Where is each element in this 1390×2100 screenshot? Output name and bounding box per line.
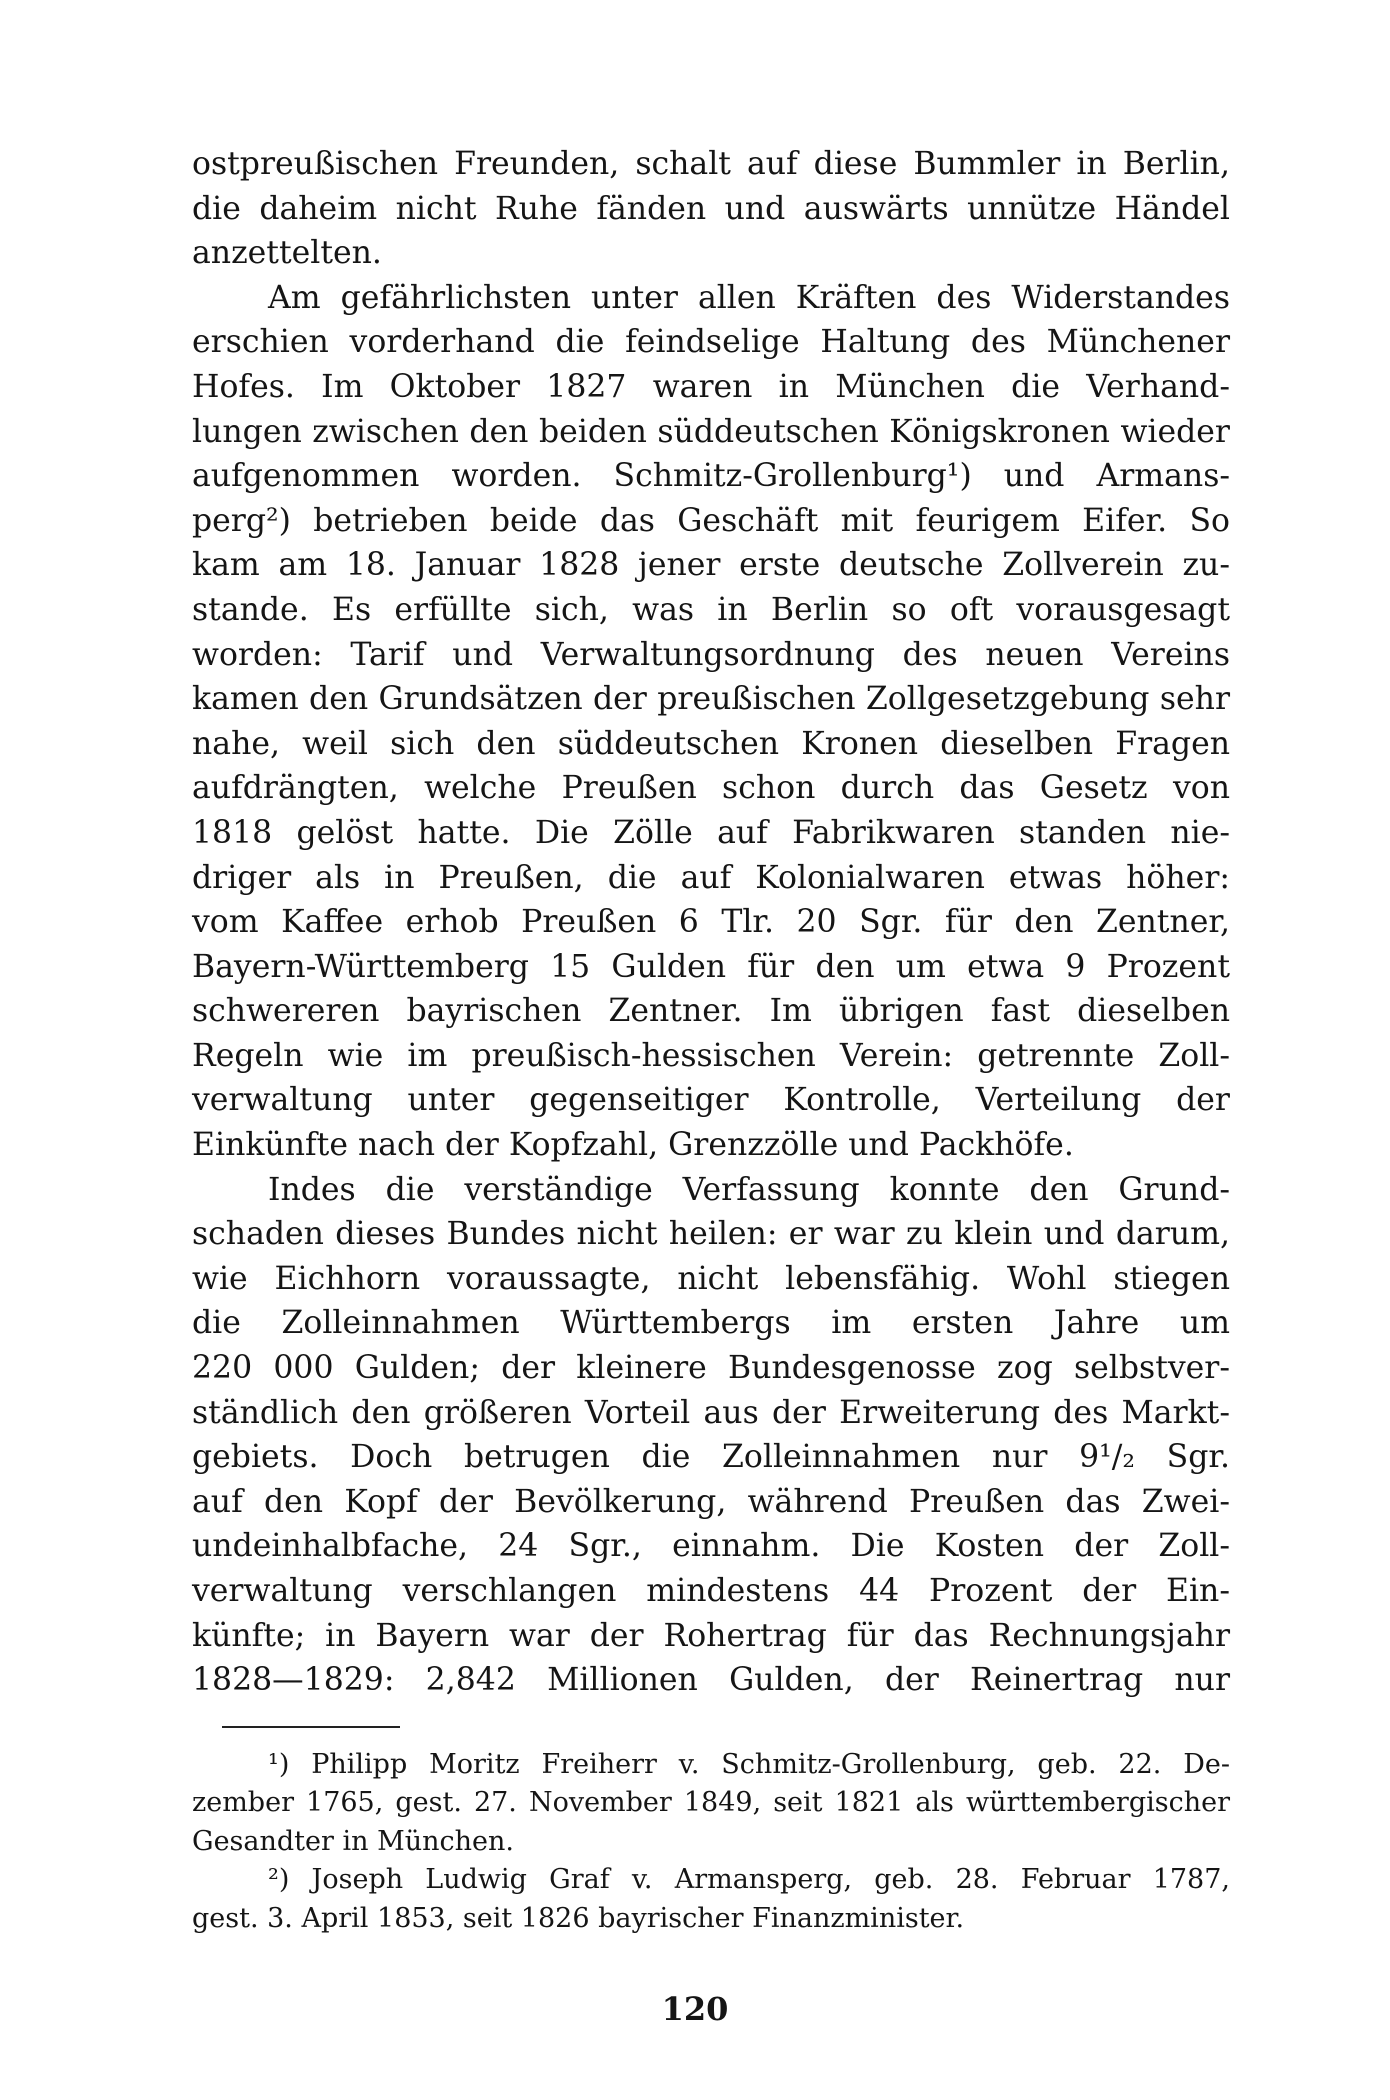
text-line: aufgenommen worden. Schmitz-Grollenburg¹) und Armans- — [192, 458, 1230, 495]
text-line: lungen zwischen den beiden süddeutschen Königskronen wieder — [192, 413, 1230, 450]
text-line: gebiets. Doch betrugen die Zolleinnahmen nur 9¹/₂ Sgr. — [192, 1439, 1230, 1476]
footnotes — [192, 1746, 1230, 1938]
text-line: driger als in Preußen, die auf Kolonialwaren etwas höher: — [192, 859, 1230, 896]
text-line: Bayern-Württemberg 15 Gulden für den um etwa 9 Prozent — [192, 948, 1230, 985]
footnote-line: zember 1765, gest. 27. November 1849, seit 1821 als württembergischer — [192, 1787, 1230, 1819]
footnote-line: Gesandter in München. — [192, 1825, 514, 1857]
text-line: Hofes. Im Oktober 1827 waren in München die Verhand- — [192, 368, 1230, 405]
text-line: auf den Kopf der Bevölkerung, während Preußen das Zwei- — [192, 1483, 1230, 1520]
text-line: schaden dieses Bundes nicht heilen: er war zu klein und darum, — [192, 1216, 1230, 1253]
text-line: ostpreußischen Freunden, schalt auf diese Bummler in Berlin, — [192, 146, 1230, 182]
text-line: vom Kaffee erhob Preußen 6 Tlr. 20 Sgr. für den Zentner, — [192, 904, 1230, 941]
text-line: kam am 18. Januar 1828 jener erste deutsche Zollverein zu- — [192, 547, 1230, 584]
text-line: worden: Tarif und Verwaltungsordnung des neuen Vereins — [192, 636, 1230, 673]
text-line: erschien vorderhand die feindselige Haltung des Münchener — [192, 324, 1230, 361]
text-line: Am gefährlichsten unter allen Kräften des Widerstandes — [268, 279, 1230, 316]
text-line: ständlich den größeren Vorteil aus der Erweiterung des Markt- — [192, 1394, 1230, 1431]
footnote-rule — [222, 1726, 400, 1728]
page-number: 120 — [661, 1990, 729, 2028]
text-line: die daheim nicht Ruhe fänden und auswärts unnütze Händel — [192, 190, 1230, 227]
footnote-line: gest. 3. April 1853, seit 1826 bayrischer Finanzminister. — [192, 1902, 965, 1934]
text-line: verwaltung verschlangen mindestens 44 Prozent der Ein- — [192, 1573, 1230, 1609]
text-line: verwaltung unter gegenseitiger Kontrolle, Verteilung der — [192, 1082, 1230, 1119]
text-line: wie Eichhorn voraussagte, nicht lebensfähig. Wohl stiegen — [192, 1260, 1230, 1297]
text-line: Regeln wie im preußisch-hessischen Verein: getrennte Zoll- — [192, 1037, 1230, 1074]
text-line: 220 000 Gulden; der kleinere Bundesgenosse zog selbstver- — [192, 1350, 1230, 1387]
text-line: Einkünfte nach der Kopfzahl, Grenzzölle und Packhöfe. — [192, 1127, 1074, 1164]
text-line: perg²) betrieben beide das Geschäft mit feurigem Eifer. So — [192, 502, 1230, 539]
text-line: schwereren bayrischen Zentner. Im übrigen fast dieselben — [192, 993, 1230, 1030]
text-line: künfte; in Bayern war der Rohertrag für das Rechnungsjahr — [192, 1617, 1230, 1654]
footnote-line: ²) Joseph Ludwig Graf v. Armansperg, geb. 28. Februar 1787, — [268, 1864, 1230, 1896]
text-line: kamen den Grundsätzen der preußischen Zollgesetzgebung sehr — [192, 681, 1230, 718]
text-line: nahe, weil sich den süddeutschen Kronen dieselben Fragen — [192, 725, 1230, 762]
body-text — [192, 142, 1230, 1703]
text-line: Indes die verständige Verfassung konnte den Grund- — [268, 1171, 1230, 1208]
text-line: 1818 gelöst hatte. Die Zölle auf Fabrikwaren standen nie- — [192, 814, 1230, 851]
text-line: die Zolleinnahmen Württembergs im ersten Jahre um — [192, 1305, 1230, 1342]
footnote-line: ¹) Philipp Moritz Freiherr v. Schmitz-Grollenburg, geb. 22. De- — [268, 1749, 1230, 1780]
text-line: 1828—1829: 2,842 Millionen Gulden, der Reinertrag nur — [192, 1662, 1230, 1699]
text-line: aufdrängten, welche Preußen schon durch das Gesetz von — [192, 770, 1230, 807]
text-line: undeinhalbfache, 24 Sgr., einnahm. Die Kosten der Zoll- — [192, 1528, 1230, 1565]
text-line: anzettelten. — [192, 235, 382, 272]
text-line: stande. Es erfüllte sich, was in Berlin so oft vorausgesagt — [192, 591, 1230, 628]
